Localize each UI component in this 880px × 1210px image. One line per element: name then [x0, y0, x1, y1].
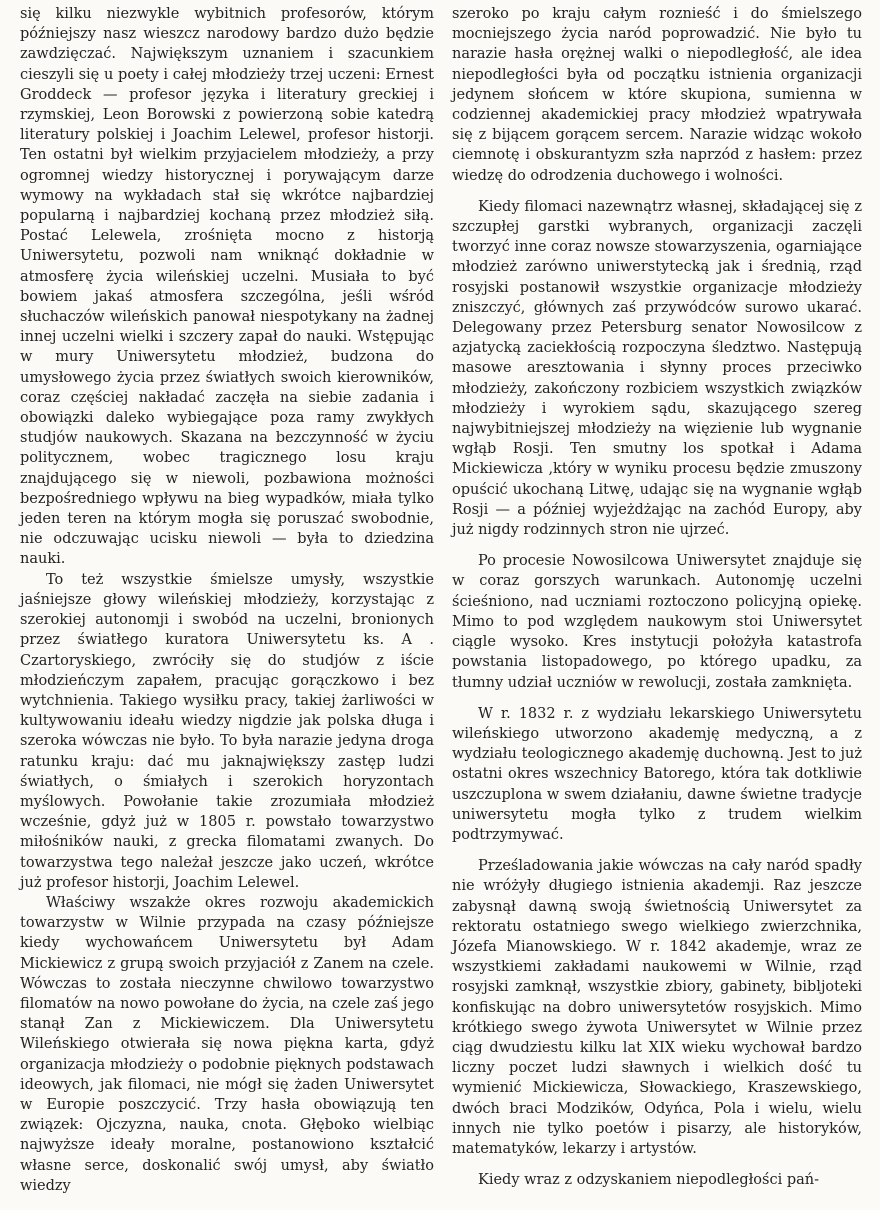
- paragraph: się kilku niezwykle wybitnich profesorów, którym późniejszy nasz wieszcz narodowy bardzo dużo będzie zawdzięczać. Największym uznaniem i szacunkiem cieszyli się u poety i całej młodzieży trzej uczeni: Ernest Groddeck — profesor języka i literatury greckiej i rzymskiej, Leon Borowski z powierzoną sobie katedrą literatury polskiej i Joachim Lelewel, profesor historji. Ten ostatni był wielkim przyjacielem młodzieży, a przy ogromnej wiedzy historycznej i porywającym darze wymowy na wykładach stał się wkrótce najbardziej popularną i najbardziej kochaną przez młodzież siłą. Postać Lelewela, zrośnięta mocno z historją Uniwersytetu, pozwoli nam wniknąć dokładnie w atmosferę życia wileńskiej uczelni. Musiała to być bowiem jakaś atmosfera szczególna, jeśli wśród słuchaczów wileńskich panował niespotykany na żadnej innej uczelni wielki i szczery zapał do nauki. Wstępując w mury Uniwersytetu młodzież, budzona do umysłowego życia przez światłych swoich kierowników, coraz częściej nakładać zaczęła na siebie zadania i obowiązki daleko wybiegające poza ramy zwykłych studjów naukowych. Skazana na bezczynność w życiu politycznem, wobec tragicznego losu kraju znajdującego się w niewoli, pozbawiona możności bezpośredniego wpływu na bieg wypadków, miała tylko jeden teren na którym mogła się poruszać swobodnie, nie odczuwając ucisku niewoli — była to dziedzina nauki.: [20, 6, 434, 568]
- paragraph: To też wszystkie śmielsze umysły, wszystkie jaśniejsze głowy wileńskiej młodzieży, korzystając z szerokiej autonomji i swobód na uczelni, bronionych przez światłego kuratora Uniwersytetu ks. A . Czartoryskiego, zwróciły się do studjów z iście młodzieńczym zapałem, pracując gorączkowo i bez wytchnienia. Takiego wysiłku pracy, takiej żarliwości w kultywowaniu ideału wiedzy nigdzie jak polska długa i szeroka wówczas nie było. To była narazie jedyna droga ratunku kraju: dać mu jaknajwiększy zastęp ludzi światłych, o śmiałych i szerokich horyzontach myślowych. Powołanie takie zrozumiała młodzież wcześnie, gdyż już w 1805 r. powstało towarzystwo miłośników nauki, z grecka filomatami zwanych. Do towarzystwa tego należał jeszcze jako uczeń, wkrótce już profesor historji, Joachim Lelewel.: [20, 571, 434, 891]
- paragraph: Kiedy wraz z odzyskaniem niepodległości pań-: [478, 1172, 820, 1189]
- left-column: [20, 4, 434, 1196]
- right-column: [452, 4, 862, 1190]
- paragraph: Po procesie Nowosilcowa Uniwersytet znajduje się w coraz gorszych warunkach. Autonomję uczelni ścieśniono, nad uczniami roztoczono policyjną opiekę. Mimo to pod względem naukowym stoi Uniwersytet ciągle wysoko. Kres instytucji położyła katastrofa powstania listopadowego, po którego upadku, za tłumny udział uczniów w rewolucji, została zamknięta.: [452, 553, 862, 691]
- paragraph: Właściwy wszakże okres rozwoju akademickich towarzystw w Wilnie przypada na czasy późniejsze kiedy wychowańcem Uniwersytetu był Adam Mickiewicz z grupą swoich przyjaciół z Zanem na czele. Wówczas to została nieczynne chwilowo towarzystwo filomatów na nowo powołane do życia, na czele zaś jego stanął Zan z Mickiewiczem. Dla Uniwersytetu Wileńskiego otwierała się nowa piękna karta, gdyż organizacja młodzieży o podobnie pięknych podstawach ideowych, jak filomaci, nie mógł się żaden Uniwersytet w Europie poszczycić. Trzy hasła obowiązują ten związek: Ojczyzna, nauka, cnota. Głęboko wielbiąc najwyższe ideały moralne, postanowiono kształcić własne serce, doskonalić swój umysł, aby światło wiedzy: [20, 894, 434, 1194]
- paragraph: Prześladowania jakie wówczas na cały naród spadły nie wróżyły długiego istnienia akademji. Raz jeszcze zabysnął dawną swoją świetnością Uniwersytet za rektoratu ostatniego swego wielkiego zwierzchnika, Józefa Mianowskiego. W r. 1842 akademje, wraz ze wszystkiemi zakładami naukowemi w Wilnie, rząd rosyjski zamknął, wszystkie zbiory, gabinety, bibljoteki konfiskując na dobro uniwersytetów rosyjskich. Mimo krótkiego swego żywota Uniwersytet w Wilnie przez ciąg dwudziestu kilku lat XIX wieku wychował bardzo liczny poczet ludzi sławnych i wielkich dość tu wymienić Mickiewicza, Słowackiego, Kraszewskiego, dwóch braci Modzików, Odyńca, Pola i wielu, wielu innych nie tylko poetów i pisarzy, ale historyków, matematyków, lekarzy i artystów.: [452, 858, 862, 1157]
- paragraph: szeroko po kraju całym roznieść i do śmielszego mocniejszego życia naród poprowadzić. Nie było tu narazie hasła orężnej walki o niepodległość, ale idea niepodległości była od początku istnienia organizacji jedynem słońcem w które skupiona, sumienna w codziennej akademickiej pracy młodzież wpatrywała się z bijącem gorącem sercem. Narazie widząc wokoło ciemnotę i obskurantyzm szła naprzód z hasłem: przez wiedzę do odrodzenia duchowego i wolności.: [452, 6, 862, 184]
- paragraph: W r. 1832 r. z wydziału lekarskiego Uniwersytetu wileńskiego utworzono akademję medyczną, a z wydziału teologicznego akademję duchowną. Jest to już ostatni okres wszechnicy Batorego, która tak dotkliwie uszczuplona w swem działaniu, dawne świetne tradycje uniwersytetu mogła tylko z trudem wielkim podtrzymywać.: [452, 705, 862, 843]
- paragraph: Kiedy filomaci nazewnątrz własnej, składającej się z szczupłej garstki wybranych, organizacji zaczęli tworzyć inne coraz nowsze stowarzyszenia, ogarniające młodzież zarówno uniwerstytecką jak i średnią, rząd rosyjski postanowił wszystkie organizacje młodzieży zniszczyć, głównych zaś przywódców surowo ukarać. Delegowany przez Petersburg senator Nowosilcow z azjatycką zaciekłością rozpoczyna śledztwo. Następują masowe aresztowania i słynny proces przeciwko młodzieży, zakończony rozbiciem wszystkich związków młodzieży i wyrokiem sądu, skazującego szereg najwybitniejszej młodzieży na więzienie lub wygnanie wgłąb Rosji. Ten smutny los spotkał i Adama Mickiewicza ,który w wyniku procesu będzie zmuszony opuścić ukochaną Litwę, udając się na wygnanie wgłąb Rosji — a później wyjeżdżając na zachód Europy, aby już nigdy rodzinnych stron nie ujrzeć.: [452, 198, 862, 539]
